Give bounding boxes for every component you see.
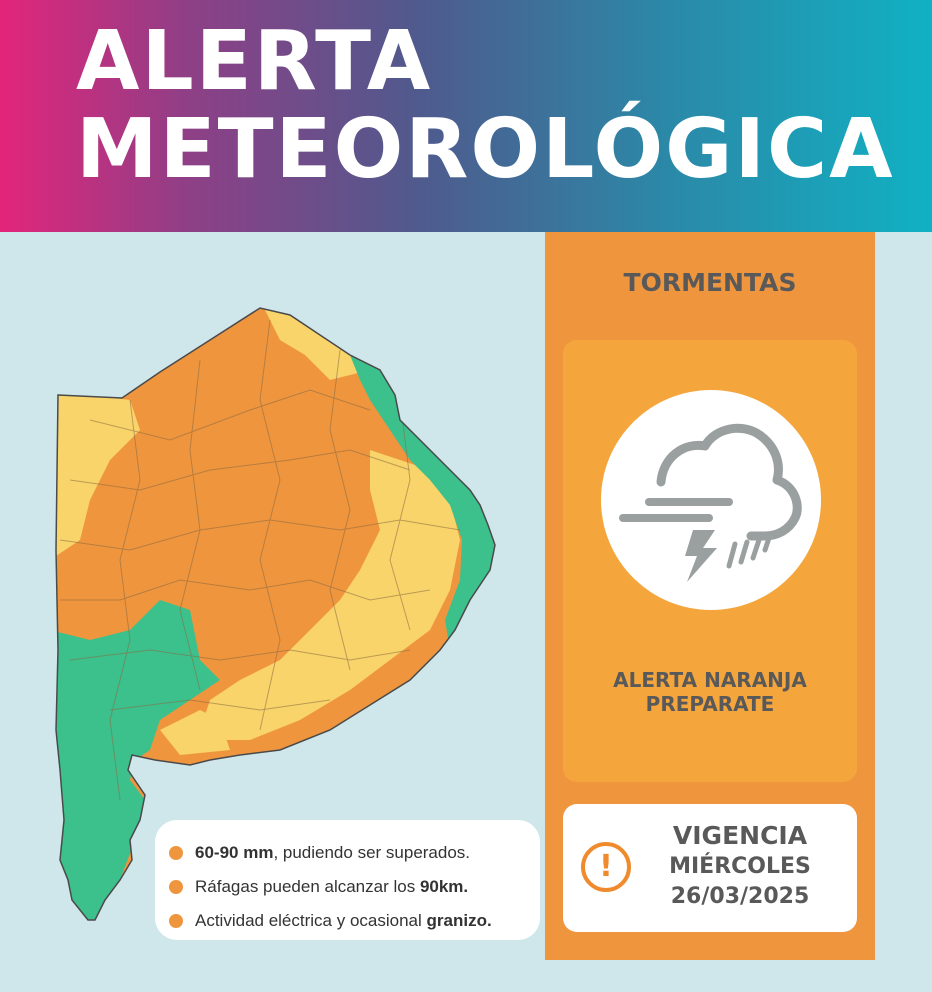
title-line-2: METEOROLÓGICA (76, 102, 895, 197)
legend-item-rain (169, 836, 540, 870)
bullet-dot-icon (169, 880, 183, 894)
vigencia-date: 26/03/2025 (670, 884, 810, 909)
header-banner (0, 0, 932, 232)
legend-item-text: Actividad eléctrica y ocasional (195, 911, 427, 930)
legend-item-text: , pudiendo ser superados. (273, 843, 471, 862)
legend-item-bold: 60-90 mm (195, 843, 274, 862)
legend-item-hail (169, 904, 540, 938)
vigencia-day: MIÉRCOLES (669, 854, 811, 879)
legend-item-bold-end: 90km. (419, 877, 469, 896)
legend-item-wind (169, 870, 540, 904)
page-title (76, 14, 895, 197)
storm-cloud-icon (601, 390, 821, 610)
vigencia-title: VIGENCIA (672, 821, 808, 850)
bullet-dot-icon (169, 914, 183, 928)
legend-item-text: Ráfagas pueden alcanzar los (195, 877, 420, 896)
title-line-1: ALERTA (76, 14, 433, 109)
exclamation-icon: ! (581, 842, 631, 892)
forecast-legend (155, 820, 540, 940)
alert-level (545, 668, 875, 716)
storm-icon-circle (601, 390, 821, 610)
alert-type-title: TORMENTAS (623, 268, 797, 297)
alert-panel (545, 232, 875, 960)
legend-item-bold-end: granizo. (426, 911, 492, 930)
vigencia-text (627, 820, 853, 912)
bullet-dot-icon (169, 846, 183, 860)
alert-level-line1: ALERTA NARANJA (613, 668, 807, 692)
vigencia-card (563, 804, 857, 932)
alert-level-line2: PREPARATE (645, 692, 775, 716)
